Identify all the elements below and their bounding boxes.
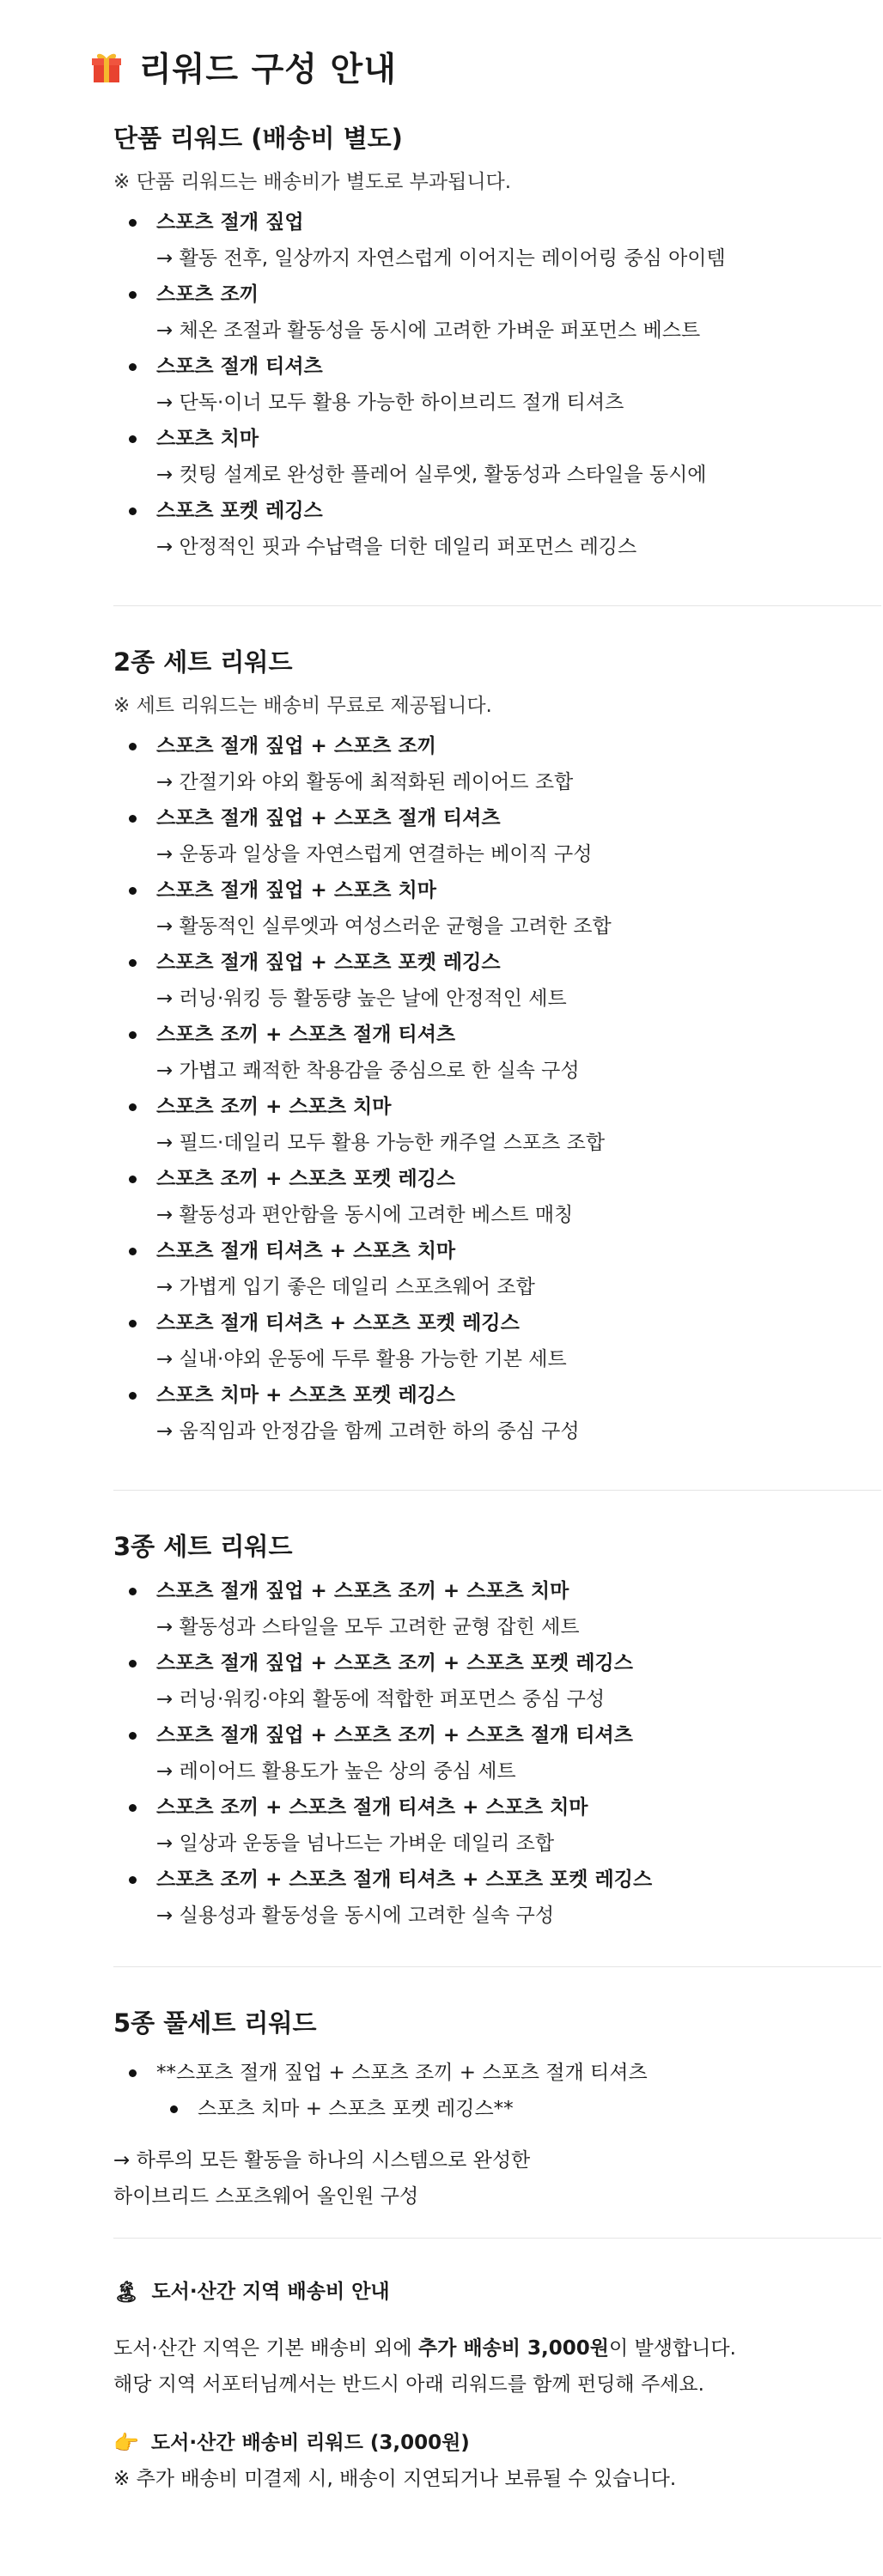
set3-reward-heading: 3종 세트 리워드 [113, 1532, 293, 1561]
list-item [113, 1573, 878, 1645]
set5-reward-heading: 5종 풀세트 리워드 [113, 2008, 317, 2038]
item-desc: → 실내·야외 운동에 두루 활용 가능한 기본 세트 [156, 1348, 567, 1370]
set3-reward-section [113, 1528, 878, 1934]
island-shipping-title: 도서·산간 지역 배송비 안내 [151, 2281, 390, 2303]
section-divider [113, 2238, 881, 2239]
set3-reward-list [113, 1573, 878, 1934]
set5-reward-list [113, 2055, 878, 2127]
item-desc: → 러닝·워킹 등 활동량 높은 날에 안정적인 세트 [156, 987, 567, 1010]
item-name: 스포츠 조끼 [156, 283, 259, 306]
item-name: 스포츠 조끼 + 스포츠 포켓 레깅스 [156, 1168, 456, 1190]
item-name: 스포츠 조끼 + 스포츠 절개 티셔츠 + 스포츠 치마 [156, 1796, 588, 1819]
list-item [113, 1305, 878, 1377]
item-desc: → 활동 전후, 일상까지 자연스럽게 이어지는 레이어링 중심 아이템 [156, 247, 726, 270]
item-desc: → 활동성과 스타일을 모두 고려한 균형 잡힌 세트 [156, 1616, 580, 1638]
item-name: 스포츠 절개 짚업 + 스포츠 포켓 레깅스 [156, 951, 501, 974]
item-desc: → 활동적인 실루엣과 여성스러운 균형을 고려한 조합 [156, 915, 612, 938]
section-divider [113, 1490, 881, 1491]
island-reward-note: ※ 추가 배송비 미결제 시, 배송이 지연되거나 보류될 수 있습니다. [113, 2468, 677, 2490]
item-name: 스포츠 절개 짚업 + 스포츠 치마 [156, 879, 436, 902]
list-item [113, 1377, 878, 1449]
section-divider [113, 1966, 881, 1967]
item-name: 스포츠 절개 짚업 [156, 211, 304, 234]
gift-icon [91, 50, 122, 84]
para-text: 도서·산간 지역은 기본 배송비 외에 [113, 2337, 418, 2360]
section-divider [113, 605, 881, 606]
item-name: 스포츠 절개 티셔츠 + 스포츠 치마 [156, 1240, 456, 1262]
list-item [113, 1862, 878, 1934]
list-item [113, 493, 878, 565]
island-shipping-para-1 [113, 2330, 878, 2366]
item-desc: → 실용성과 활동성을 동시에 고려한 실속 구성 [156, 1905, 555, 1927]
list-item [113, 276, 878, 349]
set5-line-2: 스포츠 치마 + 스포츠 포켓 레깅스** [113, 2091, 878, 2127]
para-text: 이 발생합니다. [609, 2337, 736, 2360]
item-name: 스포츠 절개 짚업 + 스포츠 조끼 + 스포츠 치마 [156, 1580, 569, 1602]
list-item [113, 1789, 878, 1862]
set5-desc-line-2: 하이브리드 스포츠웨어 올인원 구성 [113, 2185, 419, 2208]
set5-description [113, 2142, 878, 2215]
set5-desc-line-1: → 하루의 모든 활동을 하나의 시스템으로 완성한 [113, 2149, 531, 2172]
item-name: 스포츠 조끼 + 스포츠 절개 티셔츠 + 스포츠 포켓 레깅스 [156, 1868, 653, 1891]
item-name: 스포츠 조끼 + 스포츠 치마 [156, 1096, 392, 1118]
list-item [113, 1161, 878, 1233]
item-name: 스포츠 포켓 레깅스 [156, 500, 323, 522]
set2-reward-note: ※ 세트 리워드는 배송비 무료로 제공됩니다. [113, 695, 492, 717]
island-reward-title: 도서·산간 배송비 리워드 (3,000원) [150, 2432, 470, 2454]
item-desc: → 간절기와 야외 활동에 최적화된 레이어드 조합 [156, 771, 574, 793]
item-desc: → 컷팅 설계로 완성한 플레어 실루엣, 활동성과 스타일을 동시에 [156, 464, 707, 486]
pointing-hand-icon: 👉 [113, 2431, 139, 2455]
item-name: 스포츠 절개 짚업 + 스포츠 조끼 + 스포츠 절개 티셔츠 [156, 1724, 633, 1747]
item-desc: → 레이어드 활용도가 높은 상의 중심 세트 [156, 1760, 516, 1783]
list-item [113, 349, 878, 421]
item-name: 스포츠 절개 짚업 + 스포츠 절개 티셔츠 [156, 807, 501, 829]
extra-fee-text: 추가 배송비 3,000원 [417, 2337, 609, 2360]
item-name: 스포츠 절개 짚업 + 스포츠 조끼 + 스포츠 포켓 레깅스 [156, 1652, 633, 1674]
island-shipping-heading [113, 2274, 878, 2310]
list-item [113, 1233, 878, 1305]
list-item [113, 1089, 878, 1161]
list-item [113, 945, 878, 1017]
single-reward-section [113, 120, 878, 565]
list-item [113, 421, 878, 493]
item-desc: → 가볍고 쾌적한 착용감을 중심으로 한 실속 구성 [156, 1060, 580, 1082]
item-name: 스포츠 치마 [156, 428, 259, 450]
item-desc: → 운동과 일상을 자연스럽게 연결하는 베이직 구성 [156, 843, 593, 866]
set5-reward-section [113, 2005, 878, 2215]
item-desc: → 단독·이너 모두 활용 가능한 하이브리드 절개 티셔츠 [156, 392, 624, 414]
item-name: 스포츠 절개 짚업 + 스포츠 조끼 [156, 735, 436, 757]
page-title-text: 리워드 구성 안내 [139, 51, 397, 89]
item-desc: → 활동성과 편안함을 동시에 고려한 베스트 매칭 [156, 1204, 574, 1226]
island-icon: 🏝 [113, 2280, 140, 2304]
list-item [113, 728, 878, 800]
item-desc: → 필드·데일리 모두 활용 가능한 캐주얼 스포츠 조합 [156, 1132, 606, 1154]
list-item [113, 800, 878, 872]
item-desc: → 가볍게 입기 좋은 데일리 스포츠웨어 조합 [156, 1276, 535, 1298]
page-title [91, 43, 397, 91]
item-desc: → 러닝·워킹·야외 활동에 적합한 퍼포먼스 중심 구성 [156, 1688, 606, 1710]
item-name: 스포츠 절개 티셔츠 [156, 355, 323, 378]
single-reward-list [113, 204, 878, 565]
single-reward-note: ※ 단품 리워드는 배송비가 별도로 부과됩니다. [113, 171, 512, 193]
item-desc: → 안정적인 핏과 수납력을 더한 데일리 퍼포먼스 레깅스 [156, 536, 637, 558]
item-name: 스포츠 조끼 + 스포츠 절개 티셔츠 [156, 1024, 456, 1046]
list-item [113, 204, 878, 276]
list-item [113, 1017, 878, 1089]
island-shipping-body [113, 2330, 878, 2403]
item-name: 스포츠 절개 티셔츠 + 스포츠 포켓 레깅스 [156, 1312, 520, 1334]
set5-line-1: **스포츠 절개 짚업 + 스포츠 조끼 + 스포츠 절개 티셔츠 [113, 2055, 878, 2091]
item-desc: → 일상과 운동을 넘나드는 가벼운 데일리 조합 [156, 1832, 555, 1855]
set2-reward-section [113, 644, 878, 1449]
single-reward-heading: 단품 리워드 (배송비 별도) [113, 124, 403, 153]
island-shipping-section [113, 2274, 878, 2497]
set2-reward-heading: 2종 세트 리워드 [113, 647, 293, 677]
item-name: 스포츠 치마 + 스포츠 포켓 레깅스 [156, 1384, 456, 1406]
island-reward-heading [113, 2425, 878, 2461]
list-item [113, 1717, 878, 1789]
set2-reward-list [113, 728, 878, 1449]
list-item [113, 872, 878, 945]
item-desc: → 움직임과 안정감을 함께 고려한 하의 중심 구성 [156, 1420, 580, 1443]
island-shipping-para-2: 해당 지역 서포터님께서는 반드시 아래 리워드를 함께 펀딩해 주세요. [113, 2373, 704, 2396]
item-desc: → 체온 조절과 활동성을 동시에 고려한 가벼운 퍼포먼스 베스트 [156, 319, 701, 342]
list-item [113, 1645, 878, 1717]
